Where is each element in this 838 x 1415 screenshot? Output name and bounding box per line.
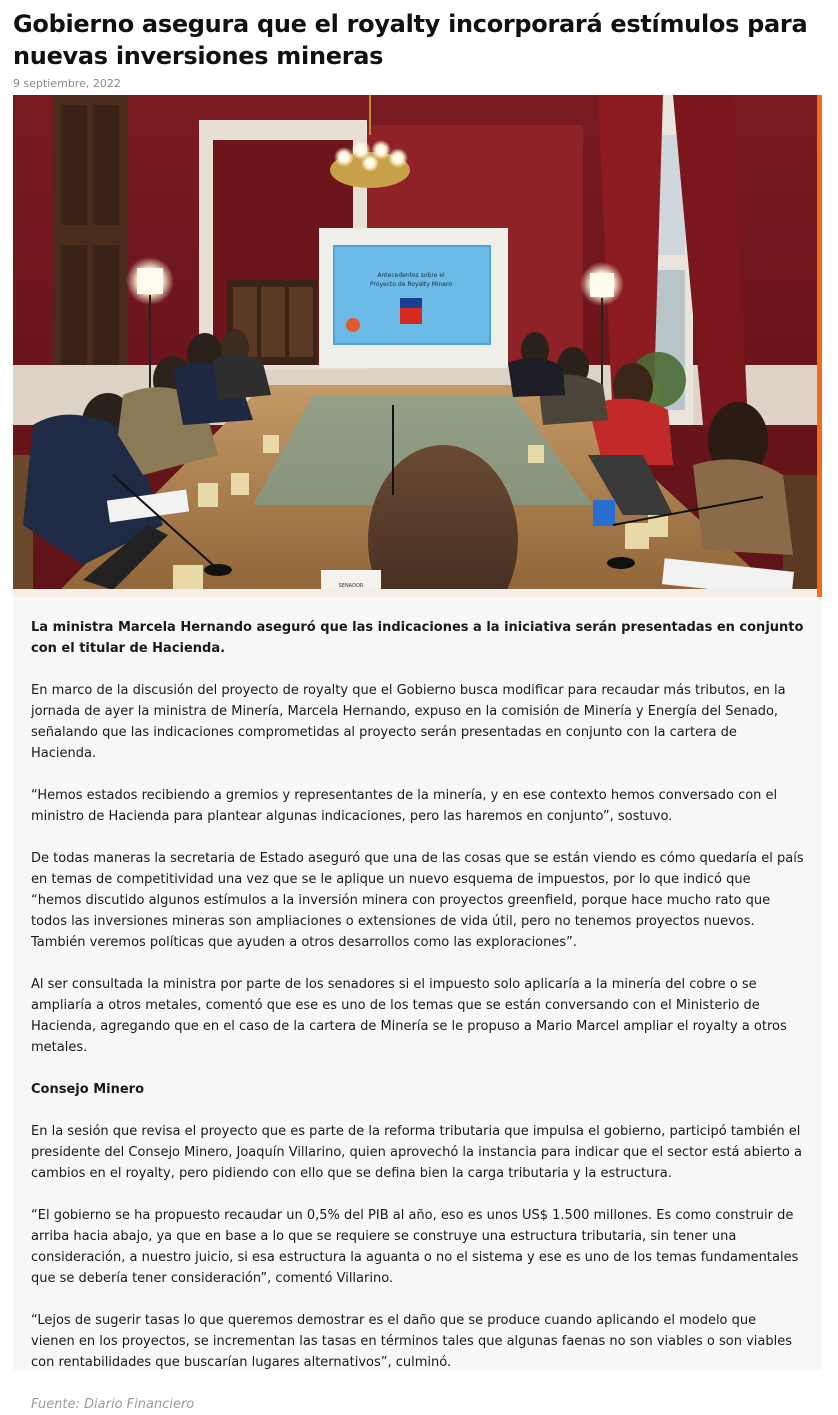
- slide-title-line2: Proyecto de Royalty Minero: [369, 281, 453, 288]
- article-paragraph: En marco de la discusión del proyecto de royalty que el Gobierno busca modificar para recaudar más tributos, en la jornada de ayer la ministra de Minería, Marcela Hernando, expuso en la comisión de Minería y Energía del Senado, señalando que las indicaciones comprometidas al proyecto serán presentadas en conjunto con la cartera de Hacienda.: [31, 683, 786, 761]
- article-photo: [13, 95, 817, 597]
- nameplate-text: SENADOR: [338, 583, 364, 589]
- article-paragraph: Al ser consultada la ministra por parte de los senadores si el impuesto solo aplicaría a la minería del cobre o se ampliaría a otros metales, comentó que ese es uno de los temas que se están conversando con el Ministerio de Hacienda, agregando que en el caso de la cartera de Minería se le propuso a Mario Marcel ampliar el royalty a otros metales.: [31, 977, 787, 1055]
- article-paragraph: “Lejos de sugerir tasas lo que queremos demostrar es el daño que se produce cuando aplicando el modelo que vienen en los proyectos, se incrementan las tasas en términos tales que algunas faenas no son viables o son viables con rentabilidades que buscarían lugares alternativos”, culminó.: [31, 1313, 792, 1370]
- article-paragraph: “El gobierno se ha propuesto recaudar un 0,5% del PIB al año, eso es unos US$ 1.500 millones. Es como construir de arriba hacia abajo, ya que en base a lo que se requiere se construye una estructura tributaria, sin tener una consideración, a nuestro juicio, si esa estructura la aguanta o no el sistema y ese es uno de los temas fundamentales que se debería tener consideración”, comentó Villarino.: [31, 1208, 799, 1286]
- article-date: 9 septiembre, 2022: [13, 77, 121, 90]
- article-paragraph: De todas maneras la secretaria de Estado aseguró que una de las cosas que se están viendo es cómo quedaría el país en temas de competitividad una vez que se le aplique un nuevo esquema de impuestos, por lo que indicó que “hemos discutido algunos estímulos a la inversión minera con proyectos greenfield, porque hace mucho rato que todos las inversiones mineras son ampliaciones o extensiones de vida útil, pero no tenemos proyectos nuevos. También veremos políticas que ayuden a otros desarrollos como las exploraciones”.: [31, 851, 804, 950]
- article-paragraph: “Hemos estados recibiendo a gremios y representantes de la minería, y en ese contexto hemos conversado con el ministro de Hacienda para plantear algunas indicaciones, pero las haremos en conjunto”, sostuvo.: [31, 788, 778, 824]
- article-body: [13, 597, 822, 1412]
- article-paragraph: En la sesión que revisa el proyecto que es parte de la reforma tributaria que impulsa el gobierno, participó también el presidente del Consejo Minero, Joaquín Villarino, quien aprovechó la instancia para indicar que el sector está abierto a cambios en el royalty, pero pidiendo con ello que se defina bien la carga tributaria y la estructura.: [31, 1124, 802, 1181]
- article-title: Gobierno asegura que el royalty incorporará estímulos para nuevas inversiones mineras: [13, 10, 808, 70]
- article-lead: La ministra Marcela Hernando aseguró que las indicaciones a la iniciativa serán presentadas en conjunto con el titular de Hacienda.: [31, 620, 804, 656]
- article-subheading: Consejo Minero: [31, 1082, 145, 1097]
- slide-title-line1: Antecedentes sobre el: [377, 272, 445, 279]
- accent-bar: [817, 95, 822, 597]
- article-source: Fuente: Diario Financiero: [31, 1397, 195, 1412]
